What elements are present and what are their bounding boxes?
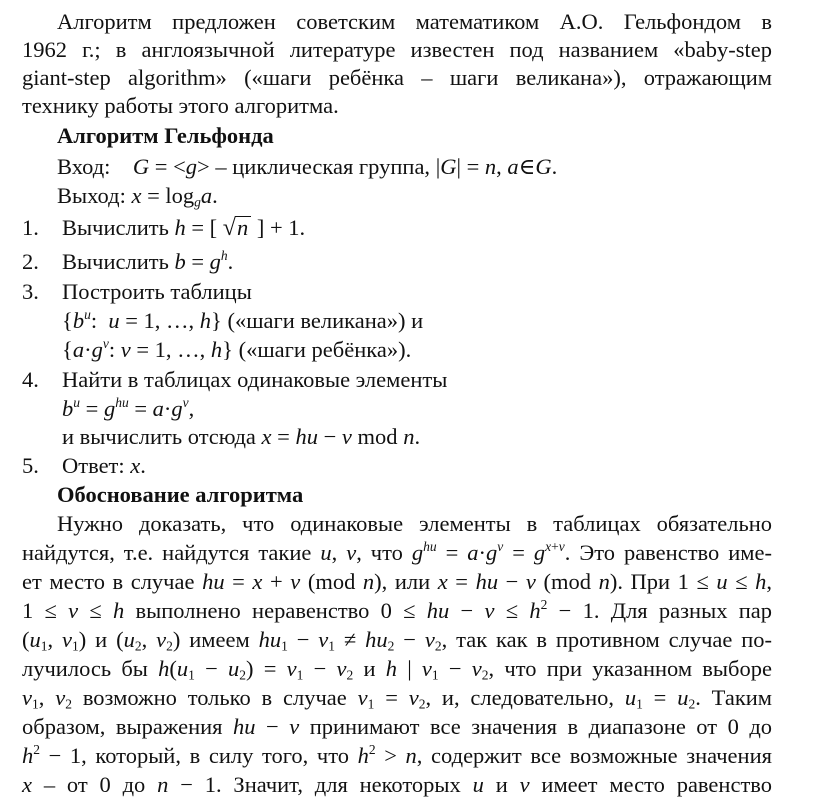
proof-line-9: $h^2 - 1$, который, в силу того, что $h^2 > n$, содержит все возможные значения xyxy=(22,742,772,768)
proof-line-2: найдутся, т.е. найдутся такие u, v, что $g^{hu} = a\cdot g^v = g^{x+v}$. Это равенство име- xyxy=(22,539,772,565)
input-text: – циклическая группа, xyxy=(215,154,431,179)
intro-line-4 xyxy=(0,92,818,120)
proof-text-9b: , содержит все возможные значения xyxy=(416,743,772,768)
proof-text-7b: , и, следовательно, xyxy=(425,685,614,710)
step-3-table-2: {$a\cdot g^v$: v = 1, …, h} («шаги ребёнка»). xyxy=(62,336,412,362)
step-5-number: 5. xyxy=(22,453,39,478)
proof-line-1 xyxy=(0,510,772,538)
table-2-note: («шаги ребёнка»). xyxy=(238,337,412,362)
step-1-number: 1. xyxy=(22,215,39,240)
step-4-text: Найти в таблицах одинаковые элементы xyxy=(62,367,448,392)
proof-text-3a: ет место в случае xyxy=(22,569,195,594)
proof-text-3c: . При xyxy=(617,569,671,594)
proof-text-10a: – от 0 до xyxy=(43,772,146,797)
algorithm-heading xyxy=(0,122,818,150)
proof-line-5: ($u_1$, $v_1$) и ($u_2$, $v_2$) имеем $hu_1 - v_1 \ne hu_2 - v_2$, так как в противном случае по- xyxy=(22,627,773,654)
proof-heading-text: Обоснование алгоритма xyxy=(57,482,304,507)
proof-text-4a: выполнено неравенство xyxy=(135,598,370,623)
proof-text-5b: имеем xyxy=(189,627,250,652)
step-2-text: Вычислить xyxy=(62,249,169,274)
intro-text-1: Алгоритм предложен советским математиком А.О. Гельфондом в xyxy=(57,9,772,34)
proof-text-6a: лучилось бы xyxy=(22,656,148,681)
input-formula: G xyxy=(132,154,150,179)
input-label: Вход: xyxy=(57,154,111,179)
intro-text-4: технику работы этого алгоритма. xyxy=(22,93,339,118)
proof-line-3: ет место в случае hu = x + v (mod n), или x = hu − v (mod n). При 1 ≤ u ≤ h, xyxy=(22,569,773,594)
proof-text-7a: возможно только в случае xyxy=(82,685,347,710)
algorithm-output: Выход: $x = \log_ga$. xyxy=(57,183,218,210)
proof-text-3b: , или xyxy=(381,569,431,594)
proof-line-6: лучилось бы $h(u_1 - u_2) = v_1 - v_2$ и h | $v_1 - v_2$, что при указанном выборе xyxy=(22,656,772,683)
proof-text-7c: . Таким xyxy=(695,685,773,710)
step-3-table-1: {$b^u$: u = 1, …, h} («шаги великана») и xyxy=(62,307,424,333)
output-label: Выход: xyxy=(57,183,126,208)
algorithm-heading-text: Алгоритм Гельфонда xyxy=(57,123,274,148)
step-3 xyxy=(0,278,818,306)
step-5-text: Ответ: xyxy=(62,453,125,478)
proof-text-2b: , что xyxy=(356,540,403,565)
proof-text-5c: , так как в противном случае по- xyxy=(441,627,773,652)
proof-text-6c: , что при указанном выборе xyxy=(488,656,772,681)
proof-line-4: 1 ≤ v ≤ h выполнено неравенство 0 ≤ hu − $v \le h^2 - 1$. Для разных пар xyxy=(22,597,772,623)
table-1-note: («шаги великана») и xyxy=(227,308,424,333)
proof-text-10b: . Значит, для некоторых xyxy=(215,772,461,797)
proof-text-10c: и xyxy=(495,772,508,797)
proof-text-5a: и xyxy=(95,627,108,652)
intro-line-3 xyxy=(0,64,772,92)
proof-text-4b: . Для разных пар xyxy=(593,598,772,623)
proof-text-10d: имеет место равенство xyxy=(541,772,772,797)
proof-text-1: Нужно доказать, что одинаковые элементы в таблицах обязательно xyxy=(57,511,772,536)
step-4-equation: $b^u = g^{hu} = a\cdot g^v$, xyxy=(62,395,195,421)
proof-line-10: x – от 0 до n − 1. Значит, для некоторых u и v имеет место равенство xyxy=(22,772,772,797)
step-2: 2. Вычислить $b = g^h$. xyxy=(22,248,234,274)
step-3-number: 3. xyxy=(22,279,39,304)
step-4-compute: и вычислить отсюда x = hu − v mod n. xyxy=(62,424,421,449)
proof-text-8b: принимают все значения в диапазоне от 0 до xyxy=(309,714,773,739)
proof-text-2a: найдутся, т.е. найдутся такие xyxy=(22,540,312,565)
intro-line-2 xyxy=(0,36,772,64)
step-4-number: 4. xyxy=(22,367,39,392)
proof-heading xyxy=(0,481,818,509)
proof-text-2c: . Это равенство име- xyxy=(564,540,772,565)
step-3-text: Построить таблицы xyxy=(62,279,252,304)
intro-text-2: 1962 г.; в англоязычной литературе известен под названием «baby-step xyxy=(22,37,772,62)
proof-text-8a: образом, выражения xyxy=(22,714,223,739)
proof-line-8: образом, выражения hu − v принимают все значения в диапазоне от 0 до xyxy=(22,714,773,739)
intro-line-1 xyxy=(0,8,772,36)
step-5: 5. Ответ: x. xyxy=(22,453,146,478)
compute-text: и вычислить отсюда xyxy=(62,424,256,449)
proof-text-6b: и xyxy=(363,656,376,681)
step-1: 1. Вычислить h = [ √n ] + 1. xyxy=(22,215,306,241)
proof-text-9a: , который, в силу того, что xyxy=(81,743,349,768)
step-4 xyxy=(0,366,818,394)
step-2-number: 2. xyxy=(22,249,39,274)
algorithm-input: Вход: G = <g> – циклическая группа, |G| = n, a∈G. xyxy=(57,154,558,179)
proof-line-7: $v_1$, $v_2$ возможно только в случае $v_1 = v_2$, и, следовательно, $u_1 = u_2$. Таким xyxy=(22,685,773,712)
intro-text-3: giant-step algorithm» («шаги ребёнка – шаги великана»), отражающим xyxy=(22,65,772,90)
step-1-text: Вычислить xyxy=(62,215,169,240)
